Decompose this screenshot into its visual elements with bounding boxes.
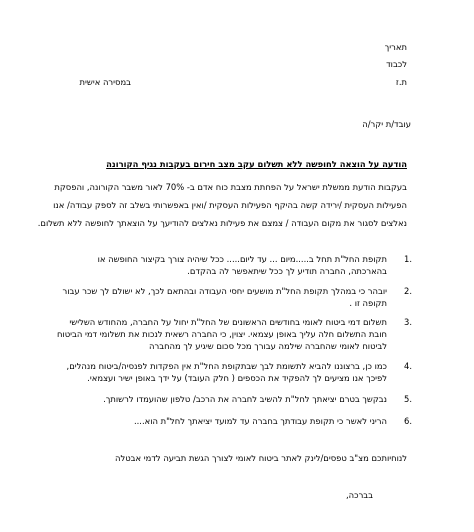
to-label: לכבוד [386,59,407,69]
intro-line-2: הפעילות העסקית /ירידה קשה בהיקף הפעילות העסקית /ואין באפשרותי בשלב זה לספק עבודה/ אנו [53,200,407,210]
greeting: עובד/ת יקר/ה [362,119,411,129]
item-line: בהארכתה, החברה תודיע לך ככל שיתאפשר לה בהקדם. [187,266,387,276]
id-label: ת.ז [395,77,407,87]
item-number: 3. [404,317,412,327]
date-label: תאריך [384,42,407,52]
intro-line-1: בעקבות הודעת ממשלת ישראל על הפחתת מצבת כוח אדם ב- 70% לאור משבר הקורונה, והפסקת [54,182,407,192]
signoff: בברכה, [346,490,373,500]
item-line: יובהר כי במהלך תקופת החל"ת מושעים יחסי העבודה ובהתאם לכך, לא ישולם לך שכר עבור [62,286,387,296]
item-line: חובת התשלום חלה עליך באופן עצמאי. יצוין, כי החברה רשאית לנכות את תשלומי דמי הביטוח [56,329,387,339]
item-line: תקופה זו . [349,298,387,308]
unemployment-note: לנוחיותכם מצ"ב טפסים/לינק לאתר ביטוח לאומי לצורך הגשת תביעה לדמי אבטלה [115,453,407,463]
item-line: לביטוח לאומי שהחברה שילמה עבורך מכל סכום שיגיע לך מהחברה [149,341,387,351]
item-line: כמו כן, ברצוננו להביא לתשומת לבך שבתקופת החל"ת אין הפקדות לפנסיה/ביטוח מנהלים, [66,361,387,371]
delivery-label: במסירה אישית [79,77,131,87]
item-number: 6. [404,416,412,426]
subject-heading: הודעה על הוצאה לחופשה ללא תשלום עקב מצב חירום בעקבות נגיף הקורונה [106,159,407,169]
item-number: 1. [404,254,412,264]
item-number: 2. [404,286,412,296]
item-number: 4. [404,361,412,371]
item-line: לפיכך אנו מציעים לך להפקיד את הכספים ( חלק העובד) על ידך באופן ישיר ועצמאי. [87,373,387,383]
item-number: 5. [404,394,412,404]
item-line: תקופת החל"ת תחל ב.....מיום ... עד ליום..... ככל שיהיה צורך בקיצור החופשה או [97,254,387,264]
item-line: הריני לאשר כי תקופת עבודתך בחברה עד למועד יציאתך לחל"ת הוא.... [133,416,387,426]
item-line: נבקשך בטרם יציאתך לחל"ת להשיב לחברה את הרכב/ טלפון שהועמדו לרשותך. [103,394,387,404]
item-line: תשלום דמי ביטוח לאומי בחודשים הראשונים של החל"ת יחול על החברה, מהחודש השלישי [69,317,387,327]
intro-line-3: נאלצים לסגור את מקום העבודה / צמצם את פעילות נאלצים להודיעך על הוצאתך לחופשה ללא תשלום. [37,218,407,228]
